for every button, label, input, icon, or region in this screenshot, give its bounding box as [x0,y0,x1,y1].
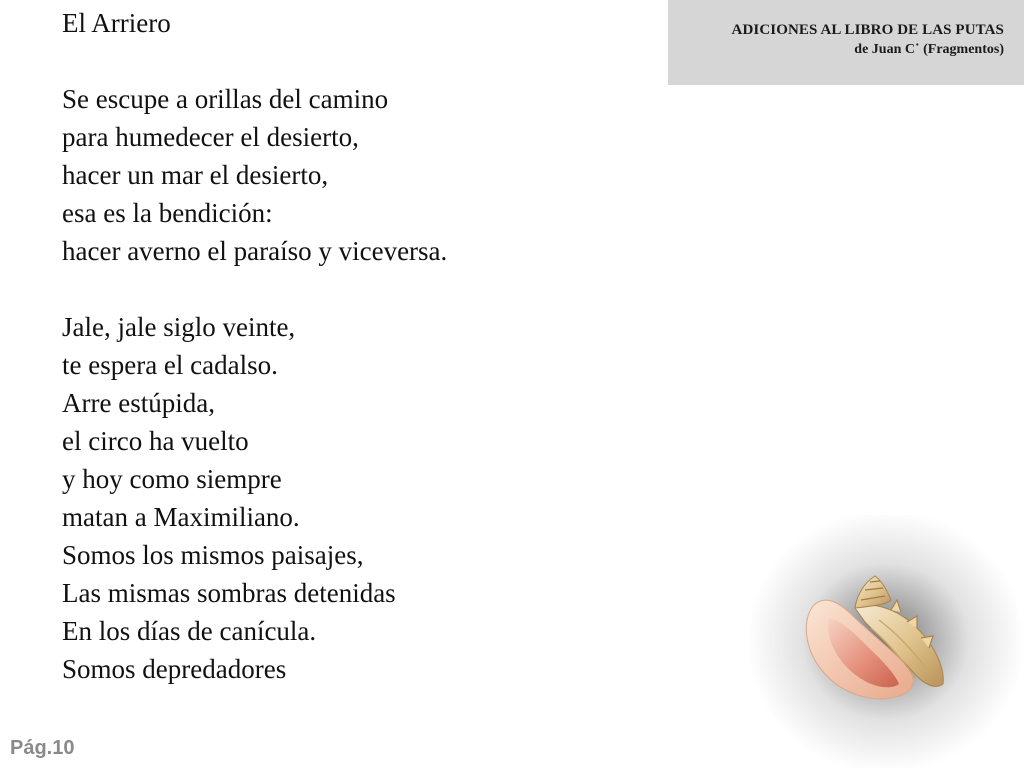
poem-line: Somos los mismos paisajes, [62,540,364,570]
poem-line: Jale, jale siglo veinte, [62,312,296,342]
poem-line: matan a Maximiliano. [62,502,300,532]
poem-line: Se escupe a orillas del camino [62,84,389,114]
page-number: Pág.10 [10,737,75,759]
poem-title: El Arriero [62,8,171,38]
poem-line: En los días de canícula. [62,616,317,646]
stanza-1 [62,80,662,270]
stanza-2 [62,308,662,688]
poem-line: Somos depredadores [62,654,287,684]
book-title: ADICIONES AL LIBRO DE LAS PUTAS [731,22,1004,38]
poem-line: hacer un mar el desierto, [62,160,329,190]
poem-line: hacer averno el paraíso y viceversa. [62,236,448,266]
poem-line: y hoy como siempre [62,464,282,494]
header-box [668,0,1024,85]
poem [62,4,662,688]
poem-line: esa es la bendición: [62,198,273,228]
book-subtitle: de Juan C˙ (Fragmentos) [854,42,1004,57]
conch-shell-icon [795,570,955,710]
poem-line: Arre estúpida, [62,388,215,418]
poem-line: para humedecer el desierto, [62,122,359,152]
poem-line: te espera el cadalso. [62,350,278,380]
poem-line: el circo ha vuelto [62,426,249,456]
poem-line: Las mismas sombras detenidas [62,578,396,608]
